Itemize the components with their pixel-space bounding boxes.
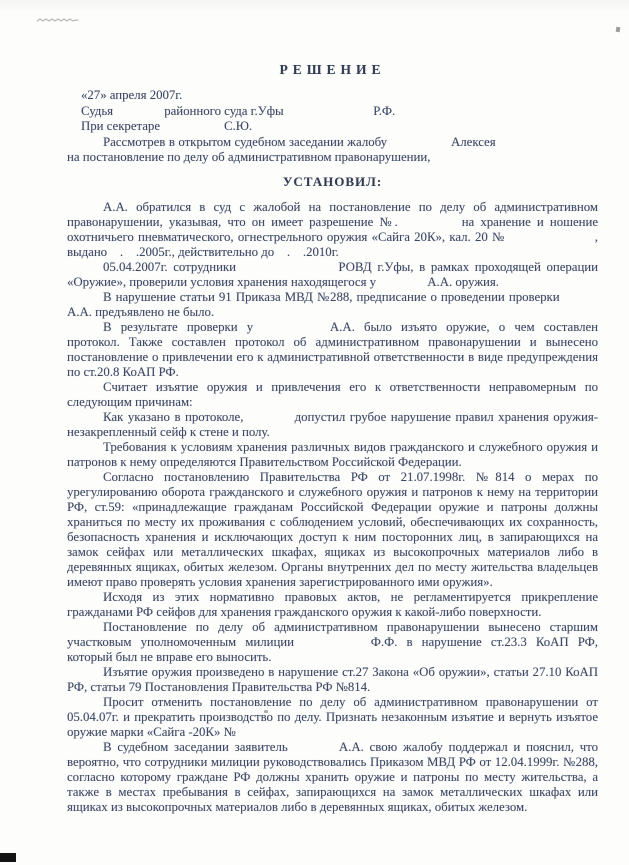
paragraph: А.А. обратился в суд с жалобой на постановление по делу об административном правонарушении, указывая, что он имеет разрешение №. на хранение и ношение охотничьего пневматического, огнестрельного оружия «Сайга 20К», кал. 20 № , выдано . .2005г., действительно до . .2010г.: [67, 199, 598, 259]
document-header: [81, 88, 598, 135]
paragraph: Исходя из этих нормативно правовых актов, не регламентируется прикрепление гражданами РФ сейфов для хранения гражданского оружия к какой-либо поверхности.: [67, 589, 598, 619]
paragraph: 05.04.2007г. сотрудники РОВД г.Уфы, в рамках проходящей операции «Оружие», проверили условия хранения находящегося у А.А. оружия.: [67, 259, 598, 289]
scan-speck-icon: [616, 27, 621, 33]
paragraph: В судебном заседании заявитель А.А. свою жалобу поддержал и пояснил, что вероятно, что сотрудники милиции руководствовались Приказом МВД РФ от 12.04.1999г. №288, согласно которому граждане РФ должны хранить оружие и патроны по месту жительства, а также в местах пребывания в сейфах, запирающихся на замок металлических шкафах или ящиках из высокопрочных материалов либо в деревянных ящиках, обитых железом.: [67, 739, 598, 814]
document-title: РЕШЕНИЕ: [279, 62, 386, 77]
paragraph: Считает изъятие оружия и привлечения его к ответственности неправомерным по следующим причинам:: [67, 379, 598, 409]
scanner-corner-mark: [0, 853, 16, 862]
paragraph: В нарушение статьи 91 Приказа МВД №288, предписание о проведении проверки А.А. предъявлено не было.: [67, 289, 598, 319]
document-content: [67, 0, 598, 815]
paragraph: Просит отменить постановление по делу об административном правонарушении от 05.04.07г. и прекратить производство по делу. Признать незаконным изъятие и вернуть изъятое оружие марки «Сайга -20К» №: [67, 694, 598, 739]
paragraph: Изъятие оружия произведено в нарушение ст.27 Закона «Об оружии», статьи 27.10 КоАП РФ, статьи 79 Постановления Правительства РФ №814.: [67, 664, 598, 694]
paragraph: Как указано в протоколе, допустил грубое нарушение правил хранения оружия-незакрепленный сейф к стене и полу.: [67, 409, 598, 439]
paragraph: Постановление по делу об административном правонарушении вынесено старшим участковым уполномоченным милиции Ф.Ф. в нарушение ст.23.3 КоАП РФ, который был не вправе его выносить.: [67, 619, 598, 664]
secretary-line: При секретаре С.Ю.: [81, 119, 253, 134]
intro-paragraph: Рассмотрев в открытом судебном заседании жалобу Алексея на постановление по делу об административном правонарушении,: [67, 134, 598, 164]
date-line: «27» апреля 2007г.: [81, 88, 183, 102]
paragraph: В результате проверки у А.А. было изъято оружие, о чем составлен протокол. Также составлен протокол об административном правонарушении и вынесено постановление о привлечении его к административной ответственности в виде предупреждения по ст.20.8 КоАП РФ.: [67, 319, 598, 379]
paragraph: Согласно постановлению Правительства РФ от 21.07.1998г. №814 о мерах по урегулированию оборота гражданского и служебного оружия и патронов к нему на территории РФ, ст.59: «принадлежащие гражданам Российской Федерации оружие и патроны должны храниться по месту их проживания с соблюдением условий, обеспечивающих их сохранность, безопасность хранения и исключающих доступ к ним посторонних лиц, в запирающихся на замок сейфах или металлических шкафах, ящиках из высокопрочных материалов либо в деревянных ящиках, обитых железом. Органы внутренних дел по месту жительства владельцев имеют право проверять условия хранения зарегистрированного ими оружия».: [67, 469, 598, 589]
paragraph: Требования к условиям хранения различных видов гражданского и служебного оружия и патронов к нему определяются Правительством Российской Федерации.: [67, 439, 598, 469]
section-heading: УСТАНОВИЛ:: [282, 173, 383, 189]
judge-line: Судья районного суда г.Уфы Р.Ф.: [81, 103, 396, 118]
